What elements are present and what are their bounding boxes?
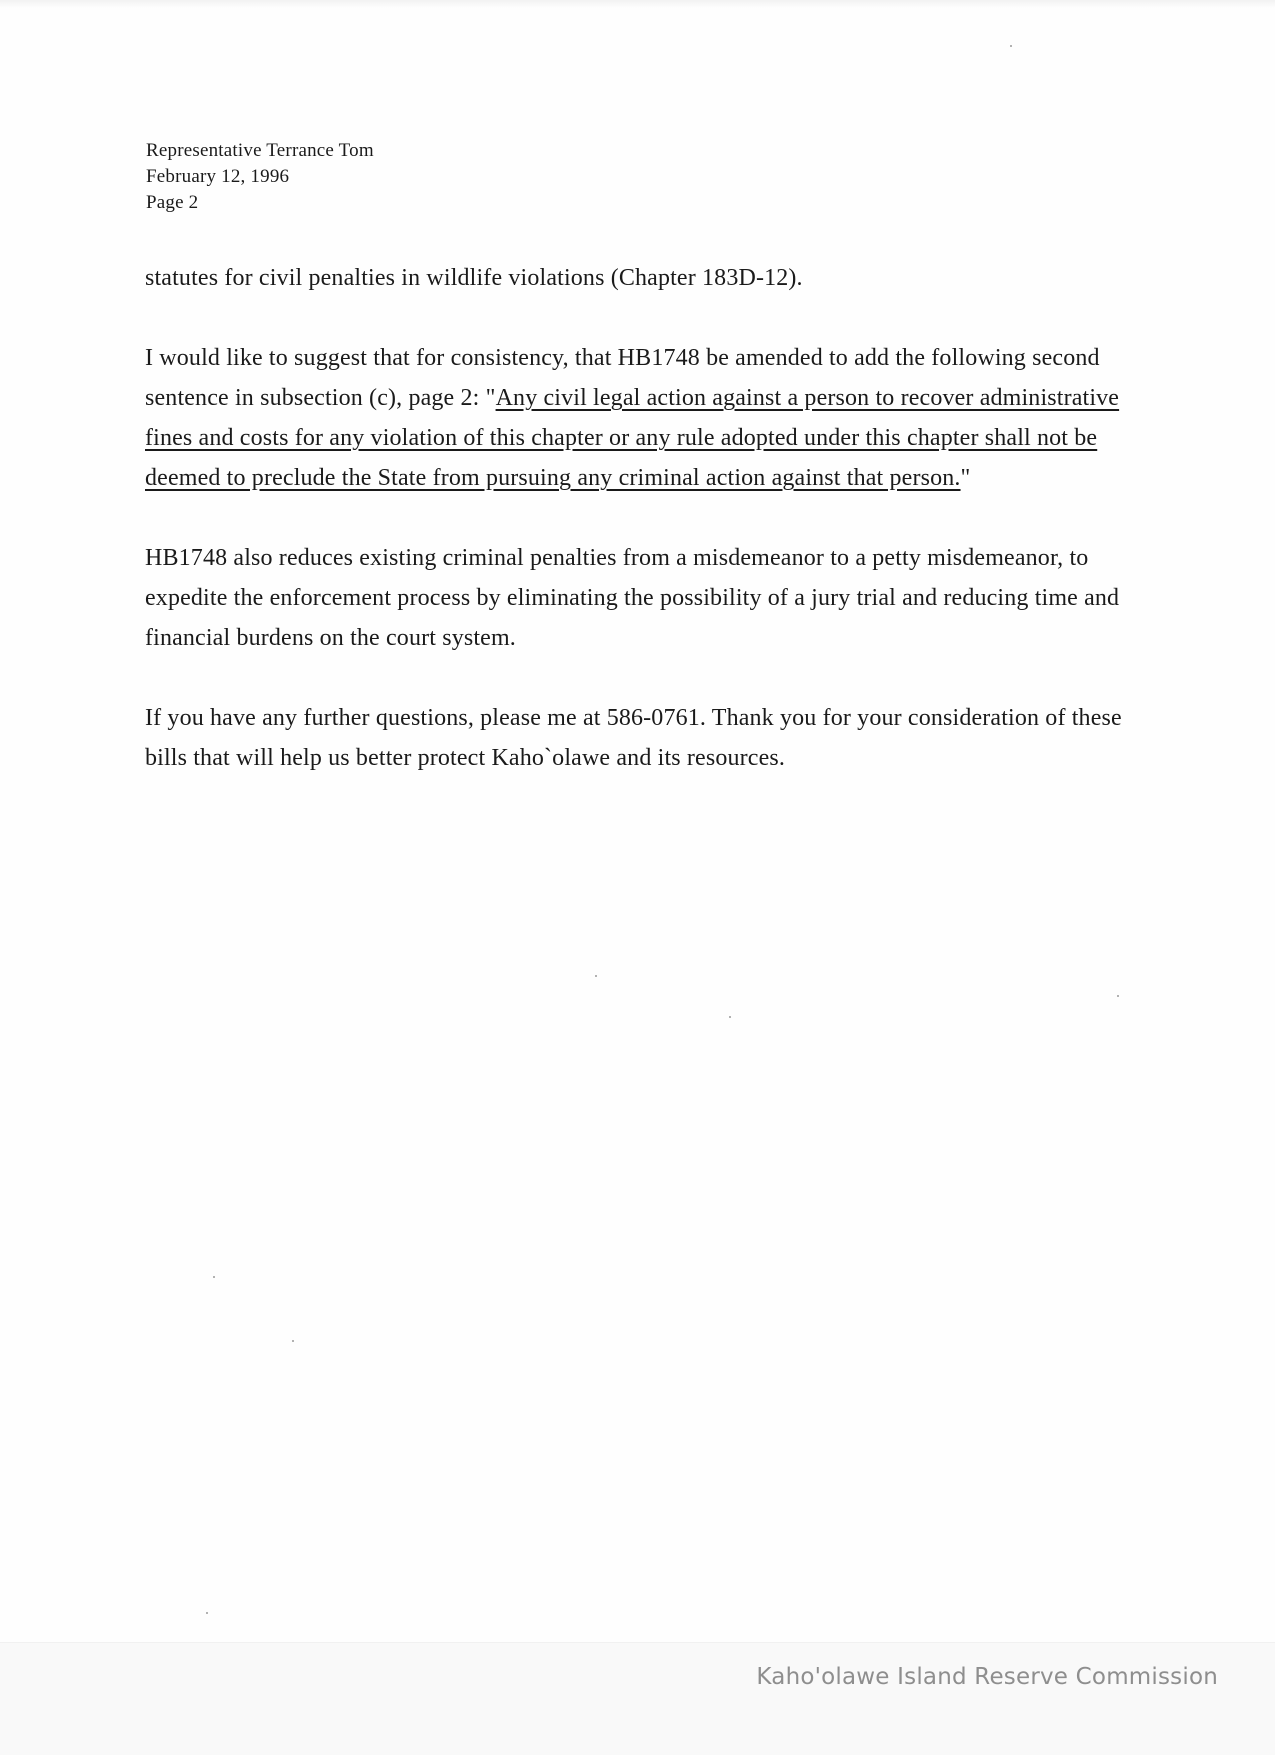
page-number-line: Page 2 bbox=[146, 192, 199, 213]
amendment-close: " bbox=[960, 465, 971, 491]
scan-speck bbox=[292, 1340, 294, 1342]
letter-body bbox=[145, 258, 1125, 818]
scan-speck bbox=[1117, 995, 1119, 997]
scan-edge bbox=[0, 0, 1275, 8]
scan-speck bbox=[1010, 45, 1012, 47]
paragraph-penalties: HB1748 also reduces existing criminal penalties from a misdemeanor to a petty misdemeanor, to expedite the enforcement process by eliminating the possibility of a jury trial and reducing time and financial burdens on the court system. bbox=[145, 545, 1120, 651]
collection-credit: Kaho'olawe Island Reserve Commission bbox=[756, 1664, 1218, 1690]
scan-speck bbox=[729, 1016, 731, 1018]
scan-speck bbox=[213, 1276, 215, 1278]
paragraph-amendment bbox=[145, 338, 1125, 498]
scan-speck bbox=[206, 1612, 208, 1614]
paragraph-continuation: statutes for civil penalties in wildlife violations (Chapter 183D-12). bbox=[145, 265, 803, 291]
recipient-line: Representative Terrance Tom bbox=[146, 140, 374, 161]
paragraph-closing: If you have any further questions, please me at 586-0761. Thank you for your consideration of these bills that will help us better protect Kaho`olawe and its resources. bbox=[145, 705, 1122, 771]
scan-speck bbox=[595, 975, 597, 977]
date-line: February 12, 1996 bbox=[146, 166, 290, 187]
amendment-intro: I would like to suggest that for consistency, that HB1748 be amended to add the following second sentence in subsection (c), page 2: " bbox=[145, 345, 1100, 411]
amendment-quote: Any civil legal action against a person to recover administrative fines and costs for any violation of this chapter or any rule adopted under this chapter shall not be deemed to preclude the State from pursuing any criminal action against that person. bbox=[145, 385, 1120, 491]
letter-header bbox=[146, 138, 374, 216]
footer-band bbox=[0, 1642, 1275, 1755]
